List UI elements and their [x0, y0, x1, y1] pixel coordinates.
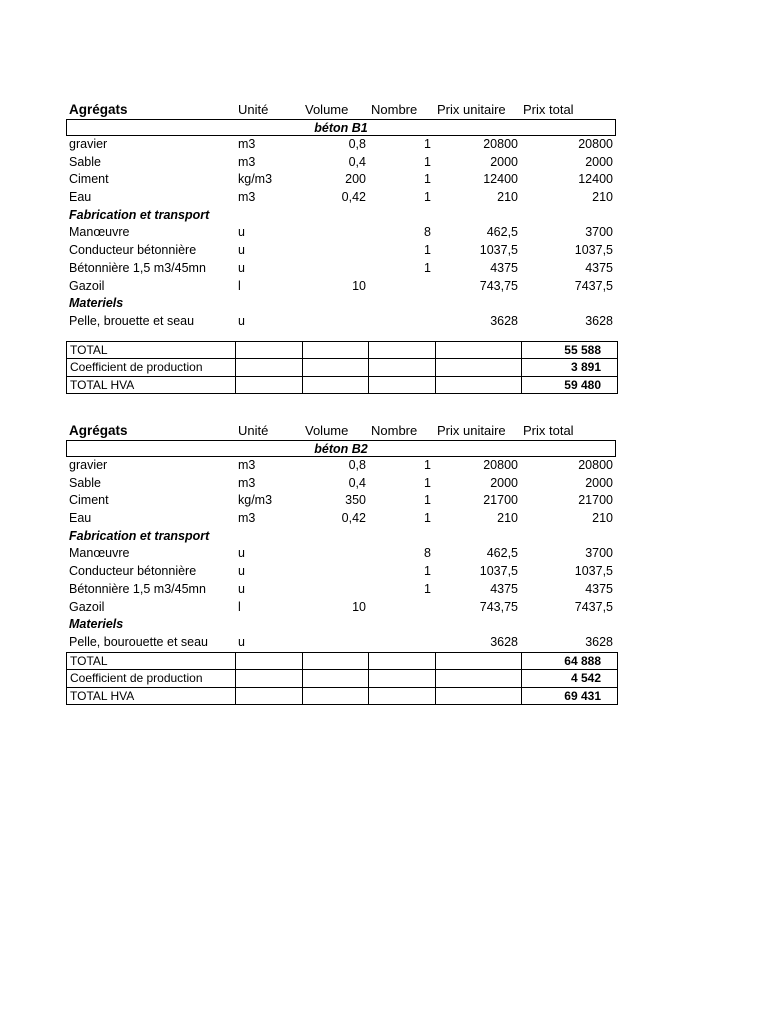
row-name: Conducteur bétonnière	[69, 564, 197, 579]
coefficient-label: Coefficient de production	[67, 670, 236, 688]
row-unit-price: 462,5	[486, 225, 518, 240]
row-volume: 200	[345, 172, 366, 187]
section-materiels	[66, 295, 616, 313]
row-number: 1	[424, 137, 431, 151]
table-row	[66, 545, 616, 563]
row-unit: m3	[238, 190, 256, 205]
row-total: 1037,5	[574, 564, 613, 579]
row-unit: u	[238, 243, 245, 258]
row-unit: m3	[238, 154, 256, 169]
row-total: 20800	[578, 458, 613, 472]
row-unit: u	[238, 313, 245, 328]
header-aggregates: Agrégats	[69, 102, 128, 117]
row-unit: kg/m3	[238, 172, 273, 187]
coefficient-label: Coefficient de production	[67, 359, 236, 377]
total-value: 55 588	[522, 341, 618, 359]
table-row	[66, 563, 616, 581]
row-volume: 0,42	[341, 511, 366, 526]
table-row	[66, 457, 616, 475]
row-number: 1	[424, 458, 431, 472]
row-total: 12400	[578, 172, 613, 187]
row-number: 1	[424, 475, 431, 490]
row-name: Ciment	[69, 172, 109, 187]
row-total: 21700	[578, 493, 613, 508]
header-volume: Volume	[305, 102, 349, 117]
header-number: Nombre	[371, 423, 418, 438]
row-unit-price: 3628	[490, 313, 518, 328]
total-hva-value: 69 431	[522, 687, 618, 705]
row-volume: 0,42	[341, 190, 366, 205]
total-row	[67, 341, 618, 359]
row-volume: 10	[352, 599, 366, 614]
row-name: Sable	[69, 475, 101, 490]
coefficient-row	[67, 670, 618, 688]
row-number: 1	[424, 154, 431, 169]
row-volume: 0,4	[348, 154, 366, 169]
row-total: 7437,5	[574, 599, 613, 614]
row-name: gravier	[69, 458, 108, 472]
mix-label-b1: béton B1	[66, 119, 616, 136]
row-unit-price: 4375	[490, 581, 518, 596]
row-name: Bétonnière 1,5 m3/45mn	[69, 581, 206, 596]
row-name: Pelle, brouette et seau	[69, 313, 195, 328]
row-volume: 0,4	[348, 475, 366, 490]
row-total: 3700	[585, 546, 613, 561]
row-number: 1	[424, 493, 431, 508]
row-unit: m3	[238, 458, 256, 472]
row-unit-price: 20800	[483, 458, 518, 472]
row-total: 7437,5	[574, 278, 613, 293]
header-aggregates: Agrégats	[69, 423, 128, 438]
section-materiels	[66, 616, 616, 634]
row-unit: m3	[238, 137, 256, 151]
row-unit-price: 2000	[490, 154, 518, 169]
section-materiels-label: Materiels	[69, 617, 124, 632]
row-total: 210	[592, 511, 613, 526]
row-volume: 350	[345, 493, 366, 508]
row-unit-price: 12400	[483, 172, 518, 187]
row-unit: l	[238, 278, 241, 293]
total-label: TOTAL	[67, 341, 236, 359]
header-total-price: Prix total	[523, 423, 574, 438]
section-materiels-label: Materiels	[69, 296, 124, 311]
row-total: 210	[592, 190, 613, 205]
table-row	[66, 154, 616, 172]
row-total: 2000	[585, 154, 613, 169]
row-total: 3628	[585, 634, 613, 649]
row-number: 1	[424, 581, 431, 596]
total-value: 64 888	[522, 652, 618, 670]
section-fabrication-label: Fabrication et transport	[69, 207, 210, 222]
coefficient-value: 3 891	[522, 359, 618, 377]
row-unit-price: 743,75	[479, 599, 518, 614]
row-name: Eau	[69, 511, 92, 526]
row-unit: u	[238, 581, 245, 596]
section-fabrication	[66, 207, 616, 225]
total-row	[67, 652, 618, 670]
row-name: Ciment	[69, 493, 109, 508]
row-total: 20800	[578, 137, 613, 151]
spacer	[66, 331, 616, 341]
row-unit-price: 21700	[483, 493, 518, 508]
coefficient-row	[67, 359, 618, 377]
row-name: Sable	[69, 154, 101, 169]
row-number: 1	[424, 511, 431, 526]
row-total: 3700	[585, 225, 613, 240]
row-name: gravier	[69, 137, 108, 151]
row-unit-price: 2000	[490, 475, 518, 490]
row-number: 1	[424, 190, 431, 205]
row-name: Gazoil	[69, 599, 105, 614]
row-total: 3628	[585, 313, 613, 328]
table-row	[66, 599, 616, 617]
row-unit: u	[238, 225, 245, 240]
total-hva-label: TOTAL HVA	[67, 687, 236, 705]
header-unit-price: Prix unitaire	[437, 102, 506, 117]
row-total: 1037,5	[574, 243, 613, 258]
row-unit-price: 210	[497, 190, 518, 205]
header-unit: Unité	[238, 102, 269, 117]
table-row	[66, 278, 616, 296]
total-label: TOTAL	[67, 652, 236, 670]
row-unit-price: 210	[497, 511, 518, 526]
totals-table-b2	[66, 652, 618, 706]
row-name: Manœuvre	[69, 225, 130, 240]
table-row	[66, 260, 616, 278]
section-fabrication	[66, 528, 616, 546]
row-unit-price: 20800	[483, 137, 518, 151]
row-number: 8	[424, 546, 431, 561]
table-row	[66, 581, 616, 599]
row-name: Bétonnière 1,5 m3/45mn	[69, 260, 206, 275]
total-hva-row	[67, 376, 618, 394]
row-unit: u	[238, 546, 245, 561]
row-unit-price: 3628	[490, 634, 518, 649]
row-number: 8	[424, 225, 431, 240]
row-unit-price: 1037,5	[479, 564, 518, 579]
table-row	[66, 136, 616, 154]
coefficient-value: 4 542	[522, 670, 618, 688]
row-unit-price: 462,5	[486, 546, 518, 561]
row-unit: m3	[238, 511, 256, 526]
row-number: 1	[424, 243, 431, 258]
totals-table-b1	[66, 341, 618, 395]
row-unit: u	[238, 260, 245, 275]
table-row	[66, 171, 616, 189]
table-row	[66, 475, 616, 493]
header-unit: Unité	[238, 423, 269, 438]
row-name: Pelle, bourouette et seau	[69, 634, 208, 649]
column-header-row	[66, 421, 616, 440]
beton-b2-sheet	[66, 421, 616, 705]
header-number: Nombre	[371, 102, 418, 117]
total-hva-row	[67, 687, 618, 705]
row-unit-price: 4375	[490, 260, 518, 275]
table-row	[66, 242, 616, 260]
row-volume: 0,8	[348, 137, 366, 151]
row-name: Gazoil	[69, 278, 105, 293]
row-total: 4375	[585, 260, 613, 275]
beton-b1-sheet	[66, 100, 616, 394]
row-total: 4375	[585, 581, 613, 596]
row-name: Eau	[69, 190, 92, 205]
header-total-price: Prix total	[523, 102, 574, 117]
row-number: 1	[424, 260, 431, 275]
table-row	[66, 224, 616, 242]
row-unit: m3	[238, 475, 256, 490]
total-hva-label: TOTAL HVA	[67, 376, 236, 394]
row-unit-price: 743,75	[479, 278, 518, 293]
row-volume: 0,8	[348, 458, 366, 472]
section-fabrication-label: Fabrication et transport	[69, 528, 210, 543]
table-row	[66, 313, 616, 331]
row-number: 1	[424, 172, 431, 187]
row-volume: 10	[352, 278, 366, 293]
row-name: Manœuvre	[69, 546, 130, 561]
table-row	[66, 634, 616, 652]
row-unit: l	[238, 599, 241, 614]
header-volume: Volume	[305, 423, 349, 438]
row-unit-price: 1037,5	[479, 243, 518, 258]
header-unit-price: Prix unitaire	[437, 423, 506, 438]
row-unit: kg/m3	[238, 493, 273, 508]
row-number: 1	[424, 564, 431, 579]
table-row	[66, 510, 616, 528]
row-total: 2000	[585, 475, 613, 490]
mix-label-b2: béton B2	[66, 440, 616, 457]
total-hva-value: 59 480	[522, 376, 618, 394]
row-name: Conducteur bétonnière	[69, 243, 197, 258]
table-row	[66, 189, 616, 207]
column-header-row	[66, 100, 616, 119]
row-unit: u	[238, 634, 245, 649]
table-row	[66, 492, 616, 510]
row-unit: u	[238, 564, 245, 579]
